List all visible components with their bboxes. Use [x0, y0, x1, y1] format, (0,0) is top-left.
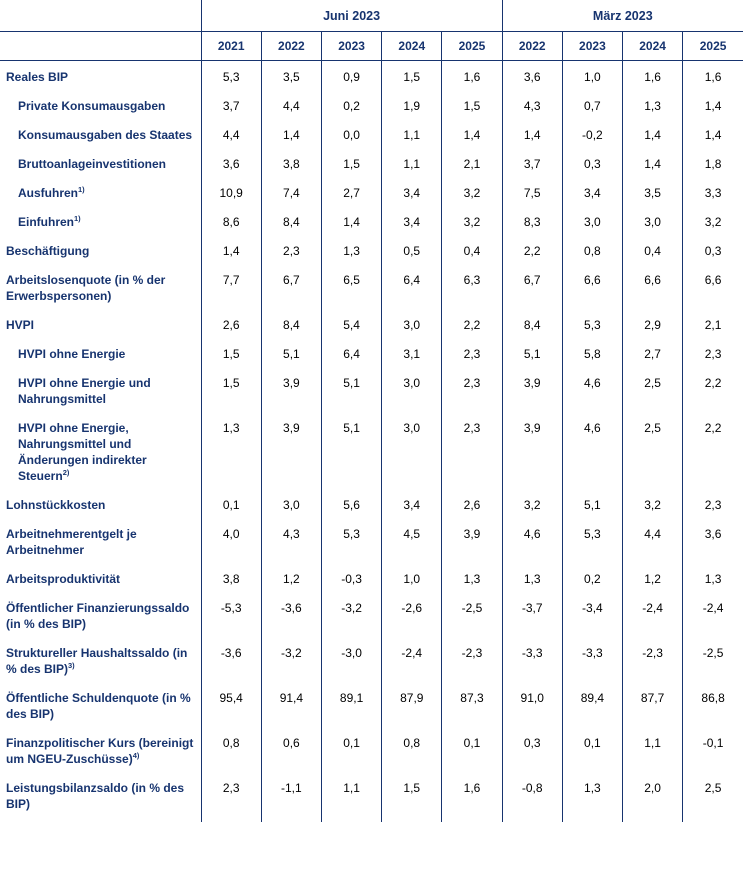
row-label-text: HVPI ohne Energie und Nahrungsmittel	[18, 376, 151, 406]
value-cell-june: -3,0	[321, 637, 381, 682]
value-cell-march: 1,4	[502, 119, 562, 148]
value-cell-march: 8,3	[502, 206, 562, 235]
value-cell-june: 6,5	[321, 264, 381, 309]
value-cell-june: 4,0	[201, 518, 261, 563]
row-label	[0, 61, 201, 91]
value-cell-march: 1,8	[683, 148, 743, 177]
table-row	[0, 177, 743, 206]
group-header-march: März 2023	[502, 0, 743, 32]
table-row	[0, 235, 743, 264]
value-cell-march: 0,3	[562, 148, 622, 177]
value-cell-march: 6,6	[562, 264, 622, 309]
value-cell-march: -3,3	[562, 637, 622, 682]
group-header-row	[0, 0, 743, 32]
row-label	[0, 489, 201, 518]
row-label	[0, 682, 201, 727]
value-cell-march: 2,3	[683, 489, 743, 518]
value-cell-june: 3,0	[382, 309, 442, 338]
value-cell-june: 3,0	[382, 412, 442, 489]
table-row	[0, 206, 743, 235]
row-label	[0, 367, 201, 412]
value-cell-june: -3,6	[201, 637, 261, 682]
value-cell-june: 0,5	[382, 235, 442, 264]
value-cell-june: 0,4	[442, 235, 502, 264]
year-header-june-2021: 2021	[201, 32, 261, 61]
value-cell-march: 1,2	[623, 563, 683, 592]
value-cell-june: 0,8	[201, 727, 261, 772]
value-cell-march: 3,0	[623, 206, 683, 235]
table-row	[0, 148, 743, 177]
value-cell-june: 1,6	[442, 772, 502, 822]
year-header-march-2022: 2022	[502, 32, 562, 61]
value-cell-june: 4,4	[261, 90, 321, 119]
table-row	[0, 338, 743, 367]
value-cell-june: 1,5	[201, 367, 261, 412]
footnote-marker: 4)	[132, 751, 140, 760]
value-cell-june: 2,6	[442, 489, 502, 518]
value-cell-june: 3,1	[382, 338, 442, 367]
value-cell-march: 0,2	[562, 563, 622, 592]
value-cell-march: -0,1	[683, 727, 743, 772]
value-cell-march: 4,6	[562, 412, 622, 489]
table-row	[0, 412, 743, 489]
table-row	[0, 61, 743, 91]
value-cell-june: 3,8	[201, 563, 261, 592]
value-cell-march: 86,8	[683, 682, 743, 727]
value-cell-june: 3,4	[382, 206, 442, 235]
value-cell-march: 1,3	[623, 90, 683, 119]
value-cell-march: 5,1	[562, 489, 622, 518]
value-cell-june: 8,4	[261, 206, 321, 235]
table-row	[0, 119, 743, 148]
table-row	[0, 772, 743, 822]
row-label-text: HVPI ohne Energie	[18, 347, 126, 361]
footnote-marker: 1)	[78, 185, 85, 194]
year-header-march-2025: 2025	[683, 32, 743, 61]
value-cell-june: 3,2	[442, 177, 502, 206]
value-cell-march: 3,9	[502, 412, 562, 489]
value-cell-june: 5,4	[321, 309, 381, 338]
value-cell-june: -1,1	[261, 772, 321, 822]
value-cell-march: 4,6	[502, 518, 562, 563]
value-cell-june: -3,2	[261, 637, 321, 682]
value-cell-march: 1,4	[683, 119, 743, 148]
value-cell-march: 5,3	[562, 518, 622, 563]
value-cell-june: 2,7	[321, 177, 381, 206]
value-cell-march: 3,2	[502, 489, 562, 518]
value-cell-june: 3,5	[261, 61, 321, 91]
value-cell-june: 8,4	[261, 309, 321, 338]
value-cell-march: 8,4	[502, 309, 562, 338]
value-cell-june: 6,4	[321, 338, 381, 367]
value-cell-march: 6,6	[683, 264, 743, 309]
row-label	[0, 592, 201, 637]
table-row	[0, 90, 743, 119]
year-header-june-2025: 2025	[442, 32, 502, 61]
table-row	[0, 592, 743, 637]
value-cell-june: 6,7	[261, 264, 321, 309]
table-row	[0, 727, 743, 772]
value-cell-march: 3,6	[683, 518, 743, 563]
value-cell-june: -2,6	[382, 592, 442, 637]
value-cell-june: 2,3	[442, 338, 502, 367]
value-cell-june: 10,9	[201, 177, 261, 206]
row-label-text: Leistungsbilanzsaldo (in % des BIP)	[6, 781, 185, 811]
value-cell-june: 3,4	[382, 489, 442, 518]
value-cell-june: 2,3	[261, 235, 321, 264]
value-cell-june: 4,5	[382, 518, 442, 563]
value-cell-march: 1,3	[502, 563, 562, 592]
value-cell-june: 1,3	[442, 563, 502, 592]
value-cell-march: 3,2	[623, 489, 683, 518]
value-cell-june: 3,0	[261, 489, 321, 518]
value-cell-june: 0,8	[382, 727, 442, 772]
year-header-june-2024: 2024	[382, 32, 442, 61]
table-row	[0, 309, 743, 338]
value-cell-march: -3,7	[502, 592, 562, 637]
value-cell-june: -3,2	[321, 592, 381, 637]
year-header-june-2022: 2022	[261, 32, 321, 61]
value-cell-march: 3,0	[562, 206, 622, 235]
value-cell-march: 1,4	[683, 90, 743, 119]
value-cell-march: -0,2	[562, 119, 622, 148]
row-label	[0, 264, 201, 309]
row-label-text: Arbeitsproduktivität	[6, 572, 121, 586]
value-cell-june: 4,3	[261, 518, 321, 563]
row-label-header	[0, 32, 201, 61]
value-cell-march: 7,5	[502, 177, 562, 206]
year-header-june-2023: 2023	[321, 32, 381, 61]
value-cell-june: 3,4	[382, 177, 442, 206]
value-cell-june: 6,4	[382, 264, 442, 309]
value-cell-march: 2,5	[683, 772, 743, 822]
value-cell-march: 3,2	[683, 206, 743, 235]
value-cell-march: 2,2	[502, 235, 562, 264]
value-cell-june: 1,4	[201, 235, 261, 264]
value-cell-june: 0,0	[321, 119, 381, 148]
table-row	[0, 563, 743, 592]
row-label-text: Arbeitnehmerentgelt je Arbeitnehmer	[6, 527, 137, 557]
value-cell-march: 4,3	[502, 90, 562, 119]
value-cell-june: 1,5	[382, 772, 442, 822]
value-cell-march: 1,4	[623, 119, 683, 148]
value-cell-june: 91,4	[261, 682, 321, 727]
value-cell-march: 6,7	[502, 264, 562, 309]
value-cell-june: 1,6	[442, 61, 502, 91]
value-cell-june: 5,1	[321, 367, 381, 412]
value-cell-june: 1,3	[321, 235, 381, 264]
row-label	[0, 637, 201, 682]
row-label	[0, 119, 201, 148]
value-cell-march: -2,4	[623, 592, 683, 637]
value-cell-june: -5,3	[201, 592, 261, 637]
value-cell-june: 3,8	[261, 148, 321, 177]
row-label	[0, 518, 201, 563]
row-label-text: Öffentliche Schuldenquote (in % des BIP)	[6, 691, 191, 721]
row-label-text: Bruttoanlageinvestitionen	[18, 157, 167, 171]
value-cell-march: 0,4	[623, 235, 683, 264]
value-cell-march: 1,0	[562, 61, 622, 91]
year-header-row	[0, 32, 743, 61]
value-cell-march: 2,1	[683, 309, 743, 338]
row-label	[0, 727, 201, 772]
value-cell-june: 7,4	[261, 177, 321, 206]
value-cell-june: -0,3	[321, 563, 381, 592]
value-cell-march: 4,4	[623, 518, 683, 563]
table-row	[0, 367, 743, 412]
value-cell-june: -3,6	[261, 592, 321, 637]
value-cell-march: 1,3	[683, 563, 743, 592]
row-label-text: Lohnstückkosten	[6, 498, 106, 512]
row-label	[0, 90, 201, 119]
row-label	[0, 235, 201, 264]
value-cell-march: 3,9	[502, 367, 562, 412]
value-cell-june: -2,5	[442, 592, 502, 637]
row-label	[0, 309, 201, 338]
table-row	[0, 518, 743, 563]
value-cell-june: 0,1	[201, 489, 261, 518]
value-cell-june: 2,3	[442, 367, 502, 412]
value-cell-june: 5,1	[261, 338, 321, 367]
value-cell-june: 7,7	[201, 264, 261, 309]
value-cell-june: 1,1	[382, 148, 442, 177]
value-cell-june: 0,2	[321, 90, 381, 119]
value-cell-march: -0,8	[502, 772, 562, 822]
value-cell-june: 0,1	[442, 727, 502, 772]
value-cell-march: 6,6	[623, 264, 683, 309]
value-cell-june: 89,1	[321, 682, 381, 727]
value-cell-june: 1,0	[382, 563, 442, 592]
value-cell-march: -3,4	[562, 592, 622, 637]
value-cell-june: 5,3	[201, 61, 261, 91]
table-body	[0, 61, 743, 823]
row-label	[0, 177, 201, 206]
value-cell-june: 1,3	[201, 412, 261, 489]
value-cell-march: 2,9	[623, 309, 683, 338]
value-cell-june: 1,4	[261, 119, 321, 148]
value-cell-june: 1,5	[442, 90, 502, 119]
value-cell-june: 5,6	[321, 489, 381, 518]
value-cell-march: 1,6	[623, 61, 683, 91]
row-label	[0, 412, 201, 489]
value-cell-march: 3,5	[623, 177, 683, 206]
row-label	[0, 563, 201, 592]
value-cell-march: 1,4	[623, 148, 683, 177]
row-label-text: Struktureller Haushaltssaldo (in % des BIP)	[6, 646, 188, 676]
value-cell-june: 1,4	[442, 119, 502, 148]
value-cell-march: 1,3	[562, 772, 622, 822]
value-cell-june: 95,4	[201, 682, 261, 727]
value-cell-june: 87,3	[442, 682, 502, 727]
value-cell-june: 1,1	[382, 119, 442, 148]
value-cell-june: 0,6	[261, 727, 321, 772]
value-cell-march: 2,5	[623, 412, 683, 489]
value-cell-march: -3,3	[502, 637, 562, 682]
row-label-text: Einfuhren	[18, 215, 74, 229]
row-label-text: Arbeitslosenquote (in % der Erwerbspersonen)	[6, 273, 166, 303]
table-row	[0, 489, 743, 518]
value-cell-june: 1,5	[382, 61, 442, 91]
row-label-text: Öffentlicher Finanzierungssaldo (in % des BIP)	[6, 601, 190, 631]
table-row	[0, 264, 743, 309]
value-cell-june: 5,3	[321, 518, 381, 563]
footnote-marker: 1)	[74, 214, 81, 223]
group-header-june: Juni 2023	[201, 0, 502, 32]
value-cell-june: 3,9	[261, 412, 321, 489]
row-label-text: Beschäftigung	[6, 244, 90, 258]
value-cell-june: 3,0	[382, 367, 442, 412]
value-cell-march: 0,3	[502, 727, 562, 772]
value-cell-june: 1,5	[201, 338, 261, 367]
value-cell-june: 3,6	[201, 148, 261, 177]
row-label-text: Ausfuhren	[18, 186, 78, 200]
value-cell-june: 4,4	[201, 119, 261, 148]
value-cell-june: 0,1	[321, 727, 381, 772]
value-cell-march: 91,0	[502, 682, 562, 727]
value-cell-march: -2,3	[623, 637, 683, 682]
value-cell-march: 3,7	[502, 148, 562, 177]
value-cell-march: 2,5	[623, 367, 683, 412]
value-cell-march: 5,3	[562, 309, 622, 338]
value-cell-march: 1,6	[683, 61, 743, 91]
value-cell-march: 0,3	[683, 235, 743, 264]
value-cell-june: -2,3	[442, 637, 502, 682]
value-cell-march: 1,1	[623, 727, 683, 772]
row-label-text: Finanzpolitischer Kurs (bereinigt um NGEU-Zuschüsse)	[6, 736, 194, 766]
value-cell-march: 0,8	[562, 235, 622, 264]
value-cell-june: 1,4	[321, 206, 381, 235]
row-label-text: HVPI ohne Energie, Nahrungsmittel und Änderungen indirekter Steuern	[18, 421, 147, 483]
value-cell-june: 6,3	[442, 264, 502, 309]
value-cell-june: -2,4	[382, 637, 442, 682]
value-cell-march: 5,8	[562, 338, 622, 367]
row-label-text: Private Konsumausgaben	[18, 99, 166, 113]
value-cell-march: 2,0	[623, 772, 683, 822]
row-label	[0, 148, 201, 177]
value-cell-june: 2,2	[442, 309, 502, 338]
table-row	[0, 682, 743, 727]
value-cell-june: 2,6	[201, 309, 261, 338]
corner-cell	[0, 0, 201, 32]
value-cell-june: 5,1	[321, 412, 381, 489]
row-label-text: Reales BIP	[6, 70, 69, 84]
value-cell-june: 3,2	[442, 206, 502, 235]
value-cell-june: 0,9	[321, 61, 381, 91]
value-cell-june: 1,9	[382, 90, 442, 119]
value-cell-june: 1,5	[321, 148, 381, 177]
footnote-marker: 2)	[62, 468, 70, 477]
value-cell-march: 2,3	[683, 338, 743, 367]
value-cell-march: 3,4	[562, 177, 622, 206]
value-cell-march: 2,7	[623, 338, 683, 367]
value-cell-march: 0,7	[562, 90, 622, 119]
value-cell-march: 3,3	[683, 177, 743, 206]
table-row	[0, 637, 743, 682]
value-cell-june: 3,9	[261, 367, 321, 412]
value-cell-june: 3,7	[201, 90, 261, 119]
value-cell-march: 3,6	[502, 61, 562, 91]
row-label	[0, 206, 201, 235]
value-cell-march: 2,2	[683, 367, 743, 412]
row-label	[0, 338, 201, 367]
year-header-march-2023: 2023	[562, 32, 622, 61]
value-cell-june: 2,3	[442, 412, 502, 489]
row-label-text: HVPI	[6, 318, 35, 332]
value-cell-march: 2,2	[683, 412, 743, 489]
value-cell-june: 8,6	[201, 206, 261, 235]
year-header-march-2024: 2024	[623, 32, 683, 61]
value-cell-june: 3,9	[442, 518, 502, 563]
row-label-text: Konsumausgaben des Staates	[18, 128, 193, 142]
value-cell-june: 2,1	[442, 148, 502, 177]
value-cell-march: -2,5	[683, 637, 743, 682]
value-cell-june: 1,2	[261, 563, 321, 592]
value-cell-june: 87,9	[382, 682, 442, 727]
value-cell-march: 5,1	[502, 338, 562, 367]
footnote-marker: 3)	[68, 661, 75, 670]
row-label	[0, 772, 201, 822]
value-cell-june: 1,1	[321, 772, 381, 822]
value-cell-march: 0,1	[562, 727, 622, 772]
value-cell-march: 89,4	[562, 682, 622, 727]
value-cell-march: -2,4	[683, 592, 743, 637]
value-cell-march: 87,7	[623, 682, 683, 727]
value-cell-march: 4,6	[562, 367, 622, 412]
value-cell-june: 2,3	[201, 772, 261, 822]
